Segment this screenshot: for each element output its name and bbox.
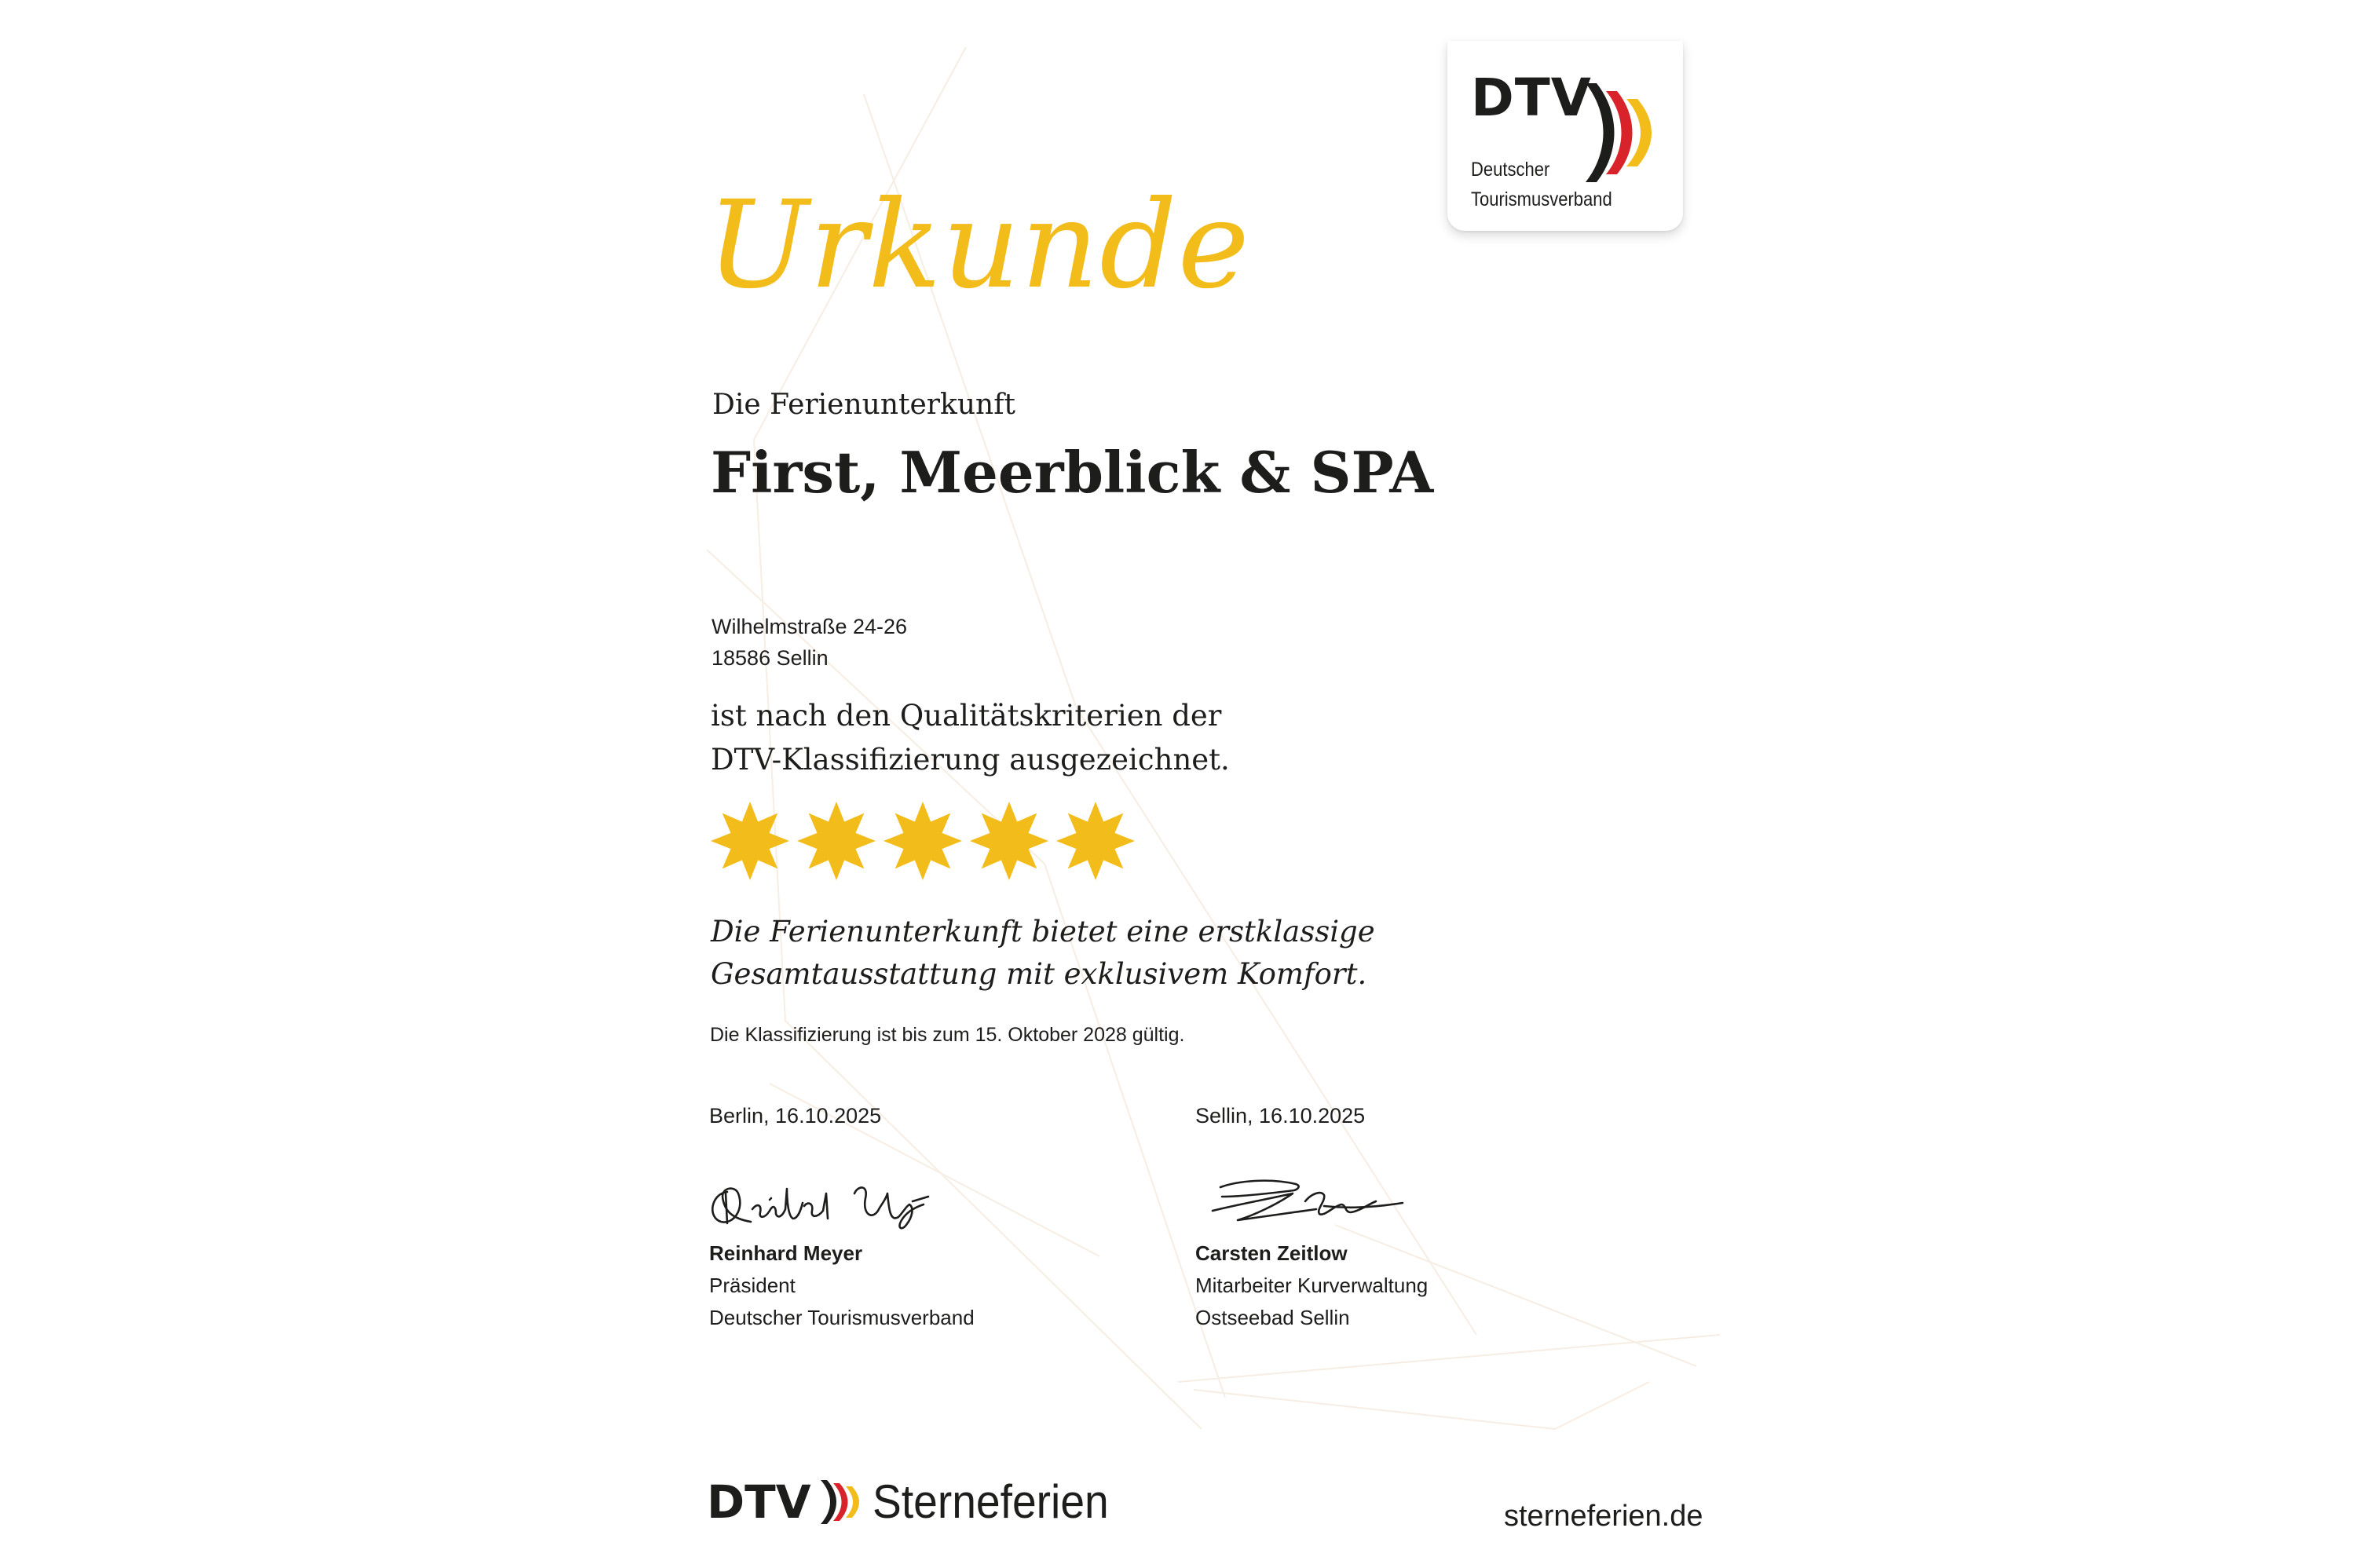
signer-left bbox=[709, 1237, 975, 1334]
logo-org-line1: Deutscher bbox=[1471, 159, 1550, 181]
place-date-right: Sellin, 16.10.2025 bbox=[1195, 1104, 1366, 1128]
star-icon bbox=[796, 801, 876, 881]
dtv-logo-wordmark: DTV bbox=[1471, 68, 1592, 128]
quality-line2: Gesamtausstattung mit exklusivem Komfort. bbox=[711, 957, 1367, 991]
classification-statement bbox=[711, 694, 1230, 782]
statement-line1: ist nach den Qualitätskriterien der bbox=[711, 699, 1222, 733]
signature-carsten-zeitlow bbox=[1206, 1170, 1410, 1233]
star-icon bbox=[883, 801, 963, 881]
signer-right bbox=[1195, 1237, 1428, 1334]
address-city: 18586 Sellin bbox=[712, 646, 829, 670]
property-address bbox=[712, 611, 907, 674]
footer-chevrons-icon bbox=[819, 1477, 868, 1527]
logo-org-line2: Tourismusverband bbox=[1471, 188, 1612, 210]
place-date-left: Berlin, 16.10.2025 bbox=[709, 1104, 882, 1128]
signature-reinhard-meyer bbox=[704, 1170, 939, 1233]
star-icon bbox=[969, 801, 1049, 881]
signer-left-name: Reinhard Meyer bbox=[709, 1241, 863, 1265]
validity-note: Die Klassifizierung ist bis zum 15. Oktober 2028 gültig. bbox=[710, 1024, 1185, 1046]
footer-brand-logo bbox=[707, 1475, 1129, 1530]
address-street: Wilhelmstraße 24-26 bbox=[712, 615, 908, 638]
signer-right-role: Mitarbeiter Kurverwaltung bbox=[1195, 1274, 1429, 1297]
property-name: First, Meerblick & SPA bbox=[711, 439, 1434, 506]
signer-left-role: Präsident bbox=[709, 1274, 796, 1297]
signer-left-org: Deutscher Tourismusverband bbox=[709, 1306, 975, 1329]
footer-dtv-wordmark: DTV bbox=[707, 1475, 811, 1529]
footer-url[interactable]: sterneferien.de bbox=[1504, 1500, 1703, 1533]
dtv-logo-card bbox=[1447, 41, 1683, 231]
quality-description bbox=[711, 911, 1375, 996]
star-icon bbox=[1055, 801, 1136, 881]
certificate-intro: Die Ferienunterkunft bbox=[712, 389, 1015, 421]
statement-line2: DTV-Klassifizierung ausgezeichnet. bbox=[711, 743, 1230, 777]
signer-right-org: Ostseebad Sellin bbox=[1195, 1306, 1350, 1329]
certificate-title: Urkunde bbox=[707, 175, 1250, 316]
signer-right-name: Carsten Zeitlow bbox=[1195, 1241, 1348, 1265]
star-rating bbox=[710, 801, 1136, 883]
footer-sterneferien-wordmark: Sterneferien bbox=[872, 1475, 1109, 1528]
star-icon bbox=[710, 801, 790, 881]
dtv-chevrons-icon bbox=[1582, 82, 1669, 184]
quality-line1: Die Ferienunterkunft bietet eine erstklassige bbox=[711, 915, 1375, 948]
